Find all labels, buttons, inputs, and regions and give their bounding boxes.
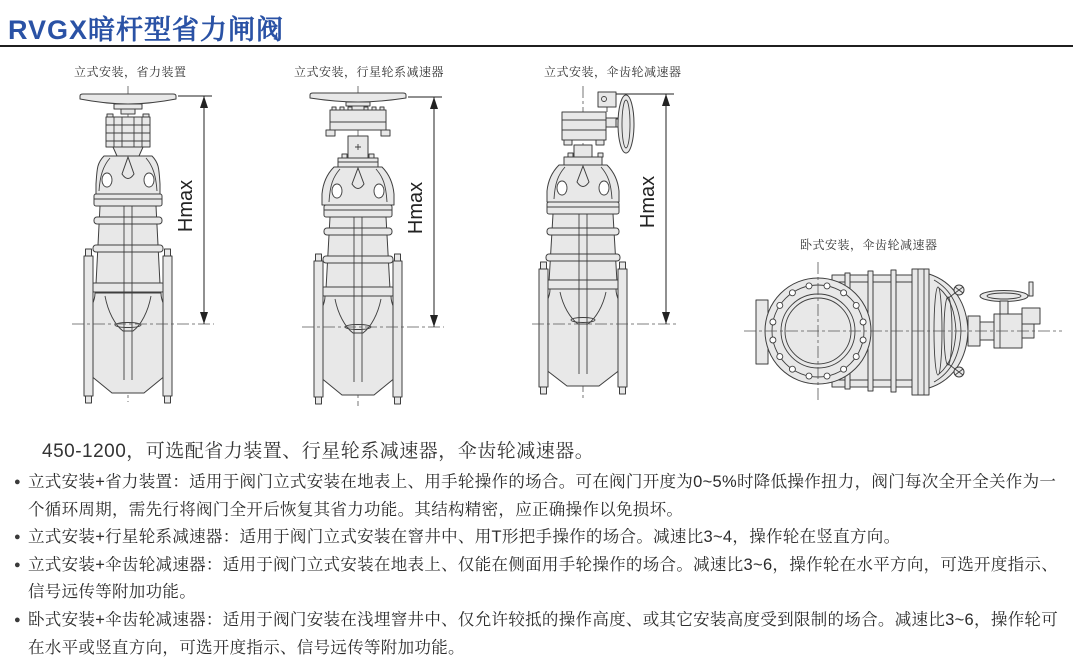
feature-list	[14, 469, 1060, 662]
pipe-flange-left	[314, 261, 323, 397]
pipe-flange-right	[163, 256, 172, 396]
figure-vertical-bevel-gear-reducer	[518, 84, 693, 409]
figure3-caption: 立式安装，伞齿轮减速器	[544, 65, 682, 79]
figure1-caption: 立式安装，省力装置	[74, 65, 187, 79]
pipe-flange-right	[618, 269, 627, 387]
handwheel-icon	[80, 94, 176, 104]
feature-text: 立式安装+省力装置：适用于阀门立式安装在地表上、用手轮操作的场合。可在阀门开度为0~5%时降低操作扭力，阀门每次全开全关作为一个循环周期，需先行将阀门全开后恢复其省力功能。其结构精密，应正确操作以免损坏。	[28, 473, 1057, 519]
bullet-icon: ●	[14, 558, 21, 571]
size-range-note: 450-1200，可选配省力装置、行星轮系减速器，伞齿轮减速器。	[42, 441, 595, 462]
hmax-dimension-label: Hmax	[637, 175, 659, 229]
bevel-gearbox	[562, 112, 606, 140]
side-handwheel-icon	[618, 95, 634, 153]
figure-vertical-power-saving-device	[52, 84, 222, 409]
hmax-dimension-label: Hmax	[175, 179, 197, 233]
list-item	[14, 607, 1060, 662]
handwheel-icon	[310, 93, 406, 102]
figure-vertical-planetary-reducer	[282, 84, 452, 414]
pipe-flange-left	[539, 269, 548, 387]
power-saving-device	[106, 117, 150, 147]
title-divider	[0, 45, 1073, 47]
page-title: RVGX暗杆型省力闸阀	[8, 15, 285, 45]
figure-horizontal-bevel-gear-reducer	[742, 256, 1067, 406]
bullet-icon: ●	[14, 531, 21, 544]
pipe-flange-right	[393, 261, 402, 397]
feature-text: 立式安装+行星轮系减速器：适用于阀门立式安装在窨井中、用T形把手操作的场合。减速比3~4，操作轮在竖直方向。	[28, 528, 901, 547]
hmax-dimension-label: Hmax	[405, 181, 427, 235]
feature-text: 卧式安装+伞齿轮减速器：适用于阀门安装在浅埋窨井中、仅允许较抵的操作高度、或其它安装高度受到限制的场合。减速比3~6，操作轮可在水平或竖直方向，可选开度指示、信号远传等附加功能。	[28, 610, 1059, 657]
planetary-gearbox	[330, 110, 386, 130]
figure4-caption: 卧式安装，伞齿轮减速器	[800, 238, 938, 252]
list-item	[14, 524, 1060, 552]
bullet-icon: ●	[14, 613, 21, 626]
list-item	[14, 469, 1060, 524]
pipe-flange-left	[84, 256, 93, 396]
feature-text: 立式安装+伞齿轮减速器：适用于阀门立式安装在地表上、仅能在侧面用手轮操作的场合。减速比3~6，操作轮在水平方向，可选开度指示、信号远传等附加功能。	[28, 555, 1059, 602]
bullet-icon: ●	[14, 476, 21, 488]
list-item	[14, 552, 1060, 607]
figure2-caption: 立式安装，行星轮系减速器	[294, 65, 445, 79]
